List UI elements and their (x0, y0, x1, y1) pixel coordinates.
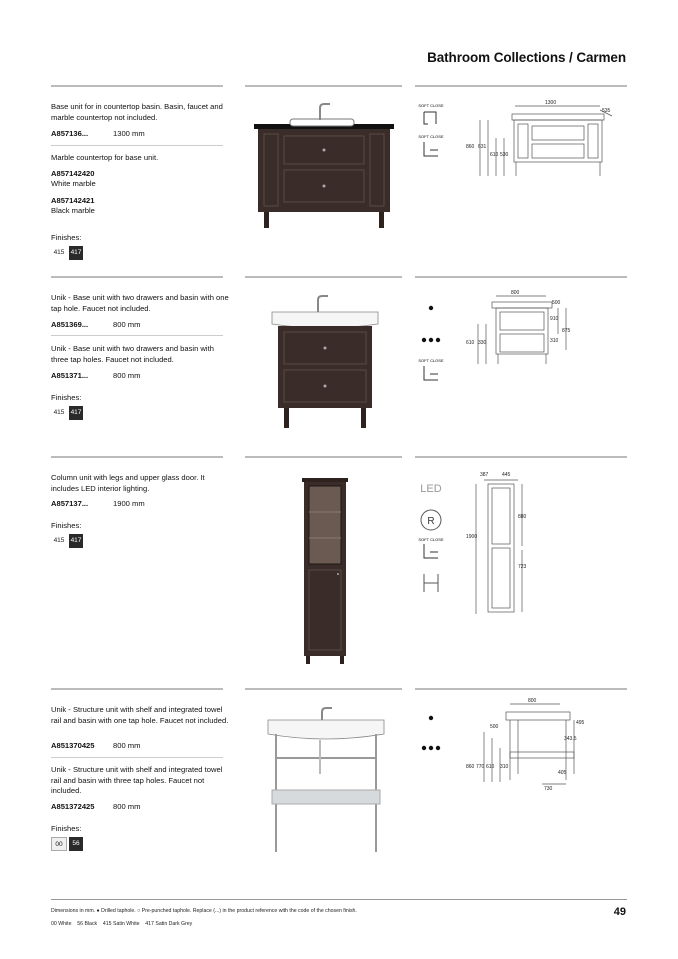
height-adjust-icon (424, 574, 438, 592)
svg-text:1300: 1300 (545, 100, 557, 106)
svg-text:310: 310 (550, 338, 559, 344)
product-description: Unik - Base unit with two drawers and basin with three tap holes. Faucet not included. (51, 344, 214, 364)
svg-text:SOFT CLOSE: SOFT CLOSE (418, 134, 444, 139)
svg-text:405: 405 (558, 770, 567, 776)
svg-text:800: 800 (511, 290, 520, 296)
product-size: 800 mm (113, 802, 141, 811)
svg-text:SOFT CLOSE: SOFT CLOSE (418, 103, 444, 108)
finishes-label: Finishes: (51, 521, 82, 530)
technical-drawing (466, 470, 536, 620)
section-divider (245, 456, 402, 458)
product-variant: White marble (51, 179, 96, 188)
technical-drawing (466, 290, 576, 370)
product-description: Unik - Structure unit with shelf and integrated towel rail and basin with three tap holes. Faucet not included. (51, 765, 223, 795)
one-taphole-icon (429, 716, 433, 720)
product-code: A857142421 (51, 196, 95, 205)
taphole-icons (416, 710, 446, 758)
svg-text:730: 730 (544, 786, 553, 790)
svg-text:535: 535 (602, 108, 611, 114)
svg-text:1900: 1900 (466, 534, 478, 540)
svg-text:910: 910 (550, 316, 559, 322)
section-divider (245, 688, 402, 690)
svg-text:770: 770 (476, 764, 485, 770)
divider (51, 145, 223, 146)
product-code: A851372425 (51, 802, 95, 811)
finishes-legend: 00 White 56 Black 415 Satin White 417 Satin Dark Grey (51, 921, 193, 927)
product-size: 1300 mm (113, 129, 145, 138)
product-description: Unik - Base unit with two drawers and basin with one tap hole. Faucet not included. (51, 293, 229, 313)
product-code: A851370425 (51, 741, 95, 750)
svg-text:610: 610 (466, 340, 475, 346)
finish-swatch: 415 (51, 246, 67, 260)
one-taphole-icon (429, 306, 433, 310)
finish-swatch: 415 (51, 534, 67, 548)
footnote: Dimensions in mm. ● Drilled taphole. ○ Pre-punched taphole. Replace (...) in the product reference with the code of the chosen finish. (51, 908, 357, 914)
finishes-label: Finishes: (51, 233, 82, 242)
vanity-cabinet-image (250, 100, 398, 230)
section-divider (415, 276, 627, 278)
finish-swatch: 417 (69, 406, 83, 420)
product-size: 800 mm (113, 741, 141, 750)
svg-text:343.5: 343.5 (564, 736, 577, 742)
product-description: Unik - Structure unit with shelf and integrated towel rail and basin with one tap hole. Faucet not included. (51, 705, 229, 725)
svg-text:875: 875 (562, 328, 571, 334)
divider (51, 757, 223, 758)
section-divider (245, 85, 402, 87)
svg-text:500: 500 (552, 300, 561, 306)
product-description: Base unit for in countertop basin. Basin, faucet and marble countertop not included. (51, 102, 223, 122)
structure-unit-image (262, 704, 390, 856)
product-description: Column unit with legs and upper glass door. It includes LED interior lighting. (51, 473, 205, 493)
product-description: Marble countertop for base unit. (51, 153, 159, 162)
technical-drawing (460, 98, 625, 180)
section-divider (51, 276, 223, 278)
svg-text:631: 631 (478, 144, 487, 150)
section-divider (51, 456, 223, 458)
vanity-drawers-image (268, 292, 382, 432)
page-title: Bathroom Collections / Carmen (427, 50, 626, 65)
svg-text:387: 387 (480, 472, 489, 478)
svg-text:445: 445 (502, 472, 511, 478)
svg-text:SOFT CLOSE: SOFT CLOSE (418, 537, 444, 542)
section-divider (245, 276, 402, 278)
product-size: 800 mm (113, 320, 141, 329)
section-divider (415, 85, 627, 87)
finishes-label: Finishes: (51, 393, 82, 402)
page-number: 49 (613, 906, 626, 918)
svg-text:860: 860 (466, 764, 475, 770)
svg-text:800: 800 (528, 698, 537, 704)
product-code: A851371... (51, 371, 89, 380)
divider (51, 335, 223, 336)
product-variant: Black marble (51, 206, 95, 215)
section-divider (51, 85, 223, 87)
svg-text:SOFT CLOSE: SOFT CLOSE (418, 358, 444, 363)
section-divider (415, 688, 627, 690)
svg-text:310: 310 (500, 764, 509, 770)
finish-swatch: 415 (51, 406, 67, 420)
led-icon: LED (420, 483, 442, 495)
product-code: A857136... (51, 129, 89, 138)
feature-icons (416, 478, 446, 596)
svg-text:530: 530 (500, 152, 509, 158)
finish-swatch: 56 (69, 837, 83, 851)
product-size: 800 mm (113, 371, 141, 380)
technical-drawing (466, 698, 596, 790)
section-divider (415, 456, 627, 458)
svg-text:880: 880 (518, 514, 527, 520)
finishes-label: Finishes: (51, 824, 82, 833)
svg-text:610: 610 (486, 764, 495, 770)
svg-text:610: 610 (490, 152, 499, 158)
finish-swatch: 00 (51, 837, 67, 851)
product-code: A851369... (51, 320, 89, 329)
svg-text:500: 500 (490, 724, 499, 730)
column-unit-image (300, 476, 350, 666)
soft-close-icon (416, 100, 446, 160)
svg-text:723: 723 (518, 564, 527, 570)
section-divider (51, 688, 223, 690)
finish-swatch: 417 (69, 246, 83, 260)
svg-text:495: 495 (576, 720, 585, 726)
finish-swatch: 417 (69, 534, 83, 548)
svg-text:330: 330 (478, 340, 487, 346)
taphole-icons (416, 300, 446, 382)
footer-divider (51, 899, 627, 900)
svg-text:R: R (427, 516, 435, 527)
product-code: A857137... (51, 499, 89, 508)
svg-text:860: 860 (466, 144, 475, 150)
product-code: A857142420 (51, 169, 95, 178)
product-size: 1900 mm (113, 499, 145, 508)
